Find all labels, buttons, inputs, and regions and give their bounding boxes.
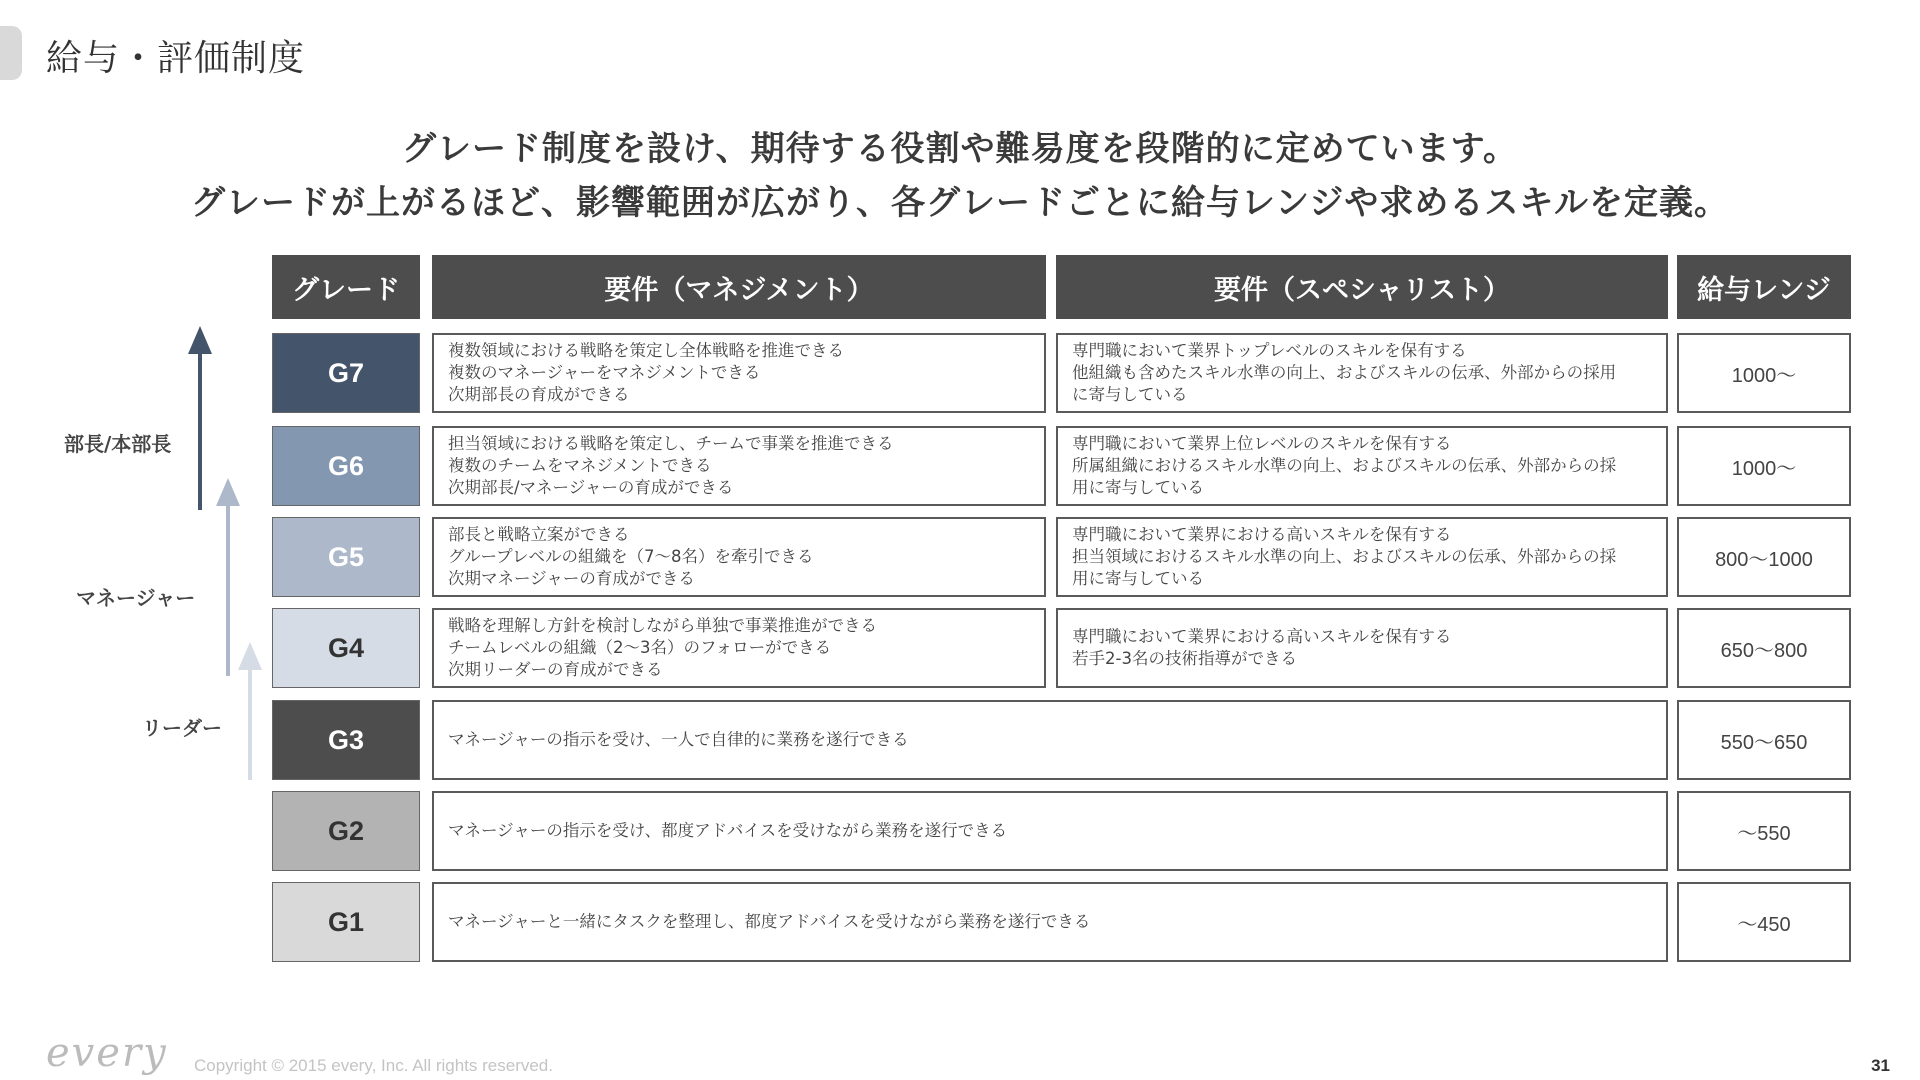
- requirement-line: 他組織も含めたスキル水準の向上、およびスキルの伝承、外部からの採用: [1072, 363, 1617, 382]
- grade-cell: G1: [272, 882, 420, 962]
- page-number: 31: [1871, 1056, 1890, 1075]
- arrow-leader-shaft: [248, 668, 252, 780]
- grade-cell: G6: [272, 426, 420, 506]
- requirement-line: マネージャーの指示を受け、一人で自律的に業務を遂行できる: [448, 730, 909, 749]
- grade-cell: G5: [272, 517, 420, 597]
- management-requirement: [432, 426, 1046, 506]
- requirement-line: 専門職において業界における高いスキルを保有する: [1072, 627, 1452, 646]
- pay-range: ～450: [1677, 882, 1851, 962]
- grade-cell: G2: [272, 791, 420, 871]
- pay-range: 1000～: [1677, 426, 1851, 506]
- pay-range: 800～1000: [1677, 517, 1851, 597]
- company-logo: every: [46, 1030, 168, 1076]
- lead-line-2: グレードが上がるほど、影響範囲が広がり、各グレードごとに給与レンジや求めるスキルを定義。: [191, 183, 1729, 223]
- requirement-line: 所属組織におけるスキル水準の向上、およびスキルの伝承、外部からの採: [1072, 456, 1617, 475]
- requirement-line: に寄与している: [1072, 385, 1188, 404]
- side-label-director: 部長/本部長: [64, 432, 172, 456]
- requirement-line: 次期リーダーの育成ができる: [448, 660, 663, 679]
- specialist-requirement: [1056, 517, 1668, 597]
- specialist-requirement: [1056, 333, 1668, 413]
- page-title: 給与・評価制度: [46, 38, 306, 79]
- specialist-requirement: [1056, 426, 1668, 506]
- arrow-up-icon: [216, 478, 240, 506]
- requirement-line: 担当領域におけるスキル水準の向上、およびスキルの伝承、外部からの採: [1072, 547, 1617, 566]
- header-grade: グレード: [272, 255, 420, 319]
- requirement-line: 部長と戦略立案ができる: [448, 525, 630, 544]
- requirement-line: マネージャーと一緒にタスクを整理し、都度アドバイスを受けながら業務を遂行できる: [448, 912, 1091, 931]
- grade-cell: G7: [272, 333, 420, 413]
- common-requirement: [432, 791, 1668, 871]
- requirement-line: 複数のチームをマネジメントできる: [448, 456, 712, 475]
- arrow-manager-shaft: [226, 504, 230, 676]
- requirement-line: 複数領域における戦略を策定し全体戦略を推進できる: [448, 341, 844, 360]
- pay-range: ～550: [1677, 791, 1851, 871]
- requirement-line: 用に寄与している: [1072, 569, 1204, 588]
- requirement-line: 次期部長の育成ができる: [448, 385, 630, 404]
- requirement-line: 次期マネージャーの育成ができる: [448, 569, 695, 588]
- pay-range: 550～650: [1677, 700, 1851, 780]
- header-pay: 給与レンジ: [1677, 255, 1851, 319]
- header-management: 要件（マネジメント）: [432, 255, 1046, 319]
- requirement-line: 戦略を理解し方針を検討しながら単独で事業推進ができる: [448, 616, 877, 635]
- requirement-line: 専門職において業界上位レベルのスキルを保有する: [1072, 434, 1452, 453]
- common-requirement: [432, 882, 1668, 962]
- requirement-line: マネージャーの指示を受け、都度アドバイスを受けながら業務を遂行できる: [448, 821, 1008, 840]
- requirement-line: 用に寄与している: [1072, 478, 1204, 497]
- common-requirement: [432, 700, 1668, 780]
- arrow-up-icon: [238, 642, 262, 670]
- requirement-line: 複数のマネージャーをマネジメントできる: [448, 363, 761, 382]
- requirement-line: 専門職において業界における高いスキルを保有する: [1072, 525, 1452, 544]
- section-tab-marker: [0, 26, 22, 80]
- lead-text: [0, 122, 1920, 230]
- requirement-line: 次期部長/マネージャーの育成ができる: [448, 478, 734, 497]
- grade-cell: G4: [272, 608, 420, 688]
- arrow-up-icon: [188, 326, 212, 354]
- requirement-line: 担当領域における戦略を策定し、チームで事業を推進できる: [448, 434, 894, 453]
- management-requirement: [432, 608, 1046, 688]
- pay-range: 1000～: [1677, 333, 1851, 413]
- pay-range: 650～800: [1677, 608, 1851, 688]
- header-specialist: 要件（スペシャリスト）: [1056, 255, 1668, 319]
- requirement-line: チームレベルの組織（2～3名）のフォローができる: [448, 638, 832, 657]
- requirement-line: 若手2-3名の技術指導ができる: [1072, 649, 1297, 668]
- lead-line-1: グレード制度を設け、期待する役割や難易度を段階的に定めています。: [402, 129, 1518, 169]
- specialist-requirement: [1056, 608, 1668, 688]
- management-requirement: [432, 517, 1046, 597]
- side-label-leader: リーダー: [142, 716, 222, 740]
- requirement-line: 専門職において業界トップレベルのスキルを保有する: [1072, 341, 1467, 360]
- side-label-manager: マネージャー: [76, 586, 196, 610]
- copyright-text: Copyright © 2015 every, Inc. All rights reserved.: [194, 1056, 553, 1075]
- arrow-director-shaft: [198, 352, 202, 510]
- grade-cell: G3: [272, 700, 420, 780]
- requirement-line: グループレベルの組織を（7～8名）を牽引できる: [448, 547, 814, 566]
- management-requirement: [432, 333, 1046, 413]
